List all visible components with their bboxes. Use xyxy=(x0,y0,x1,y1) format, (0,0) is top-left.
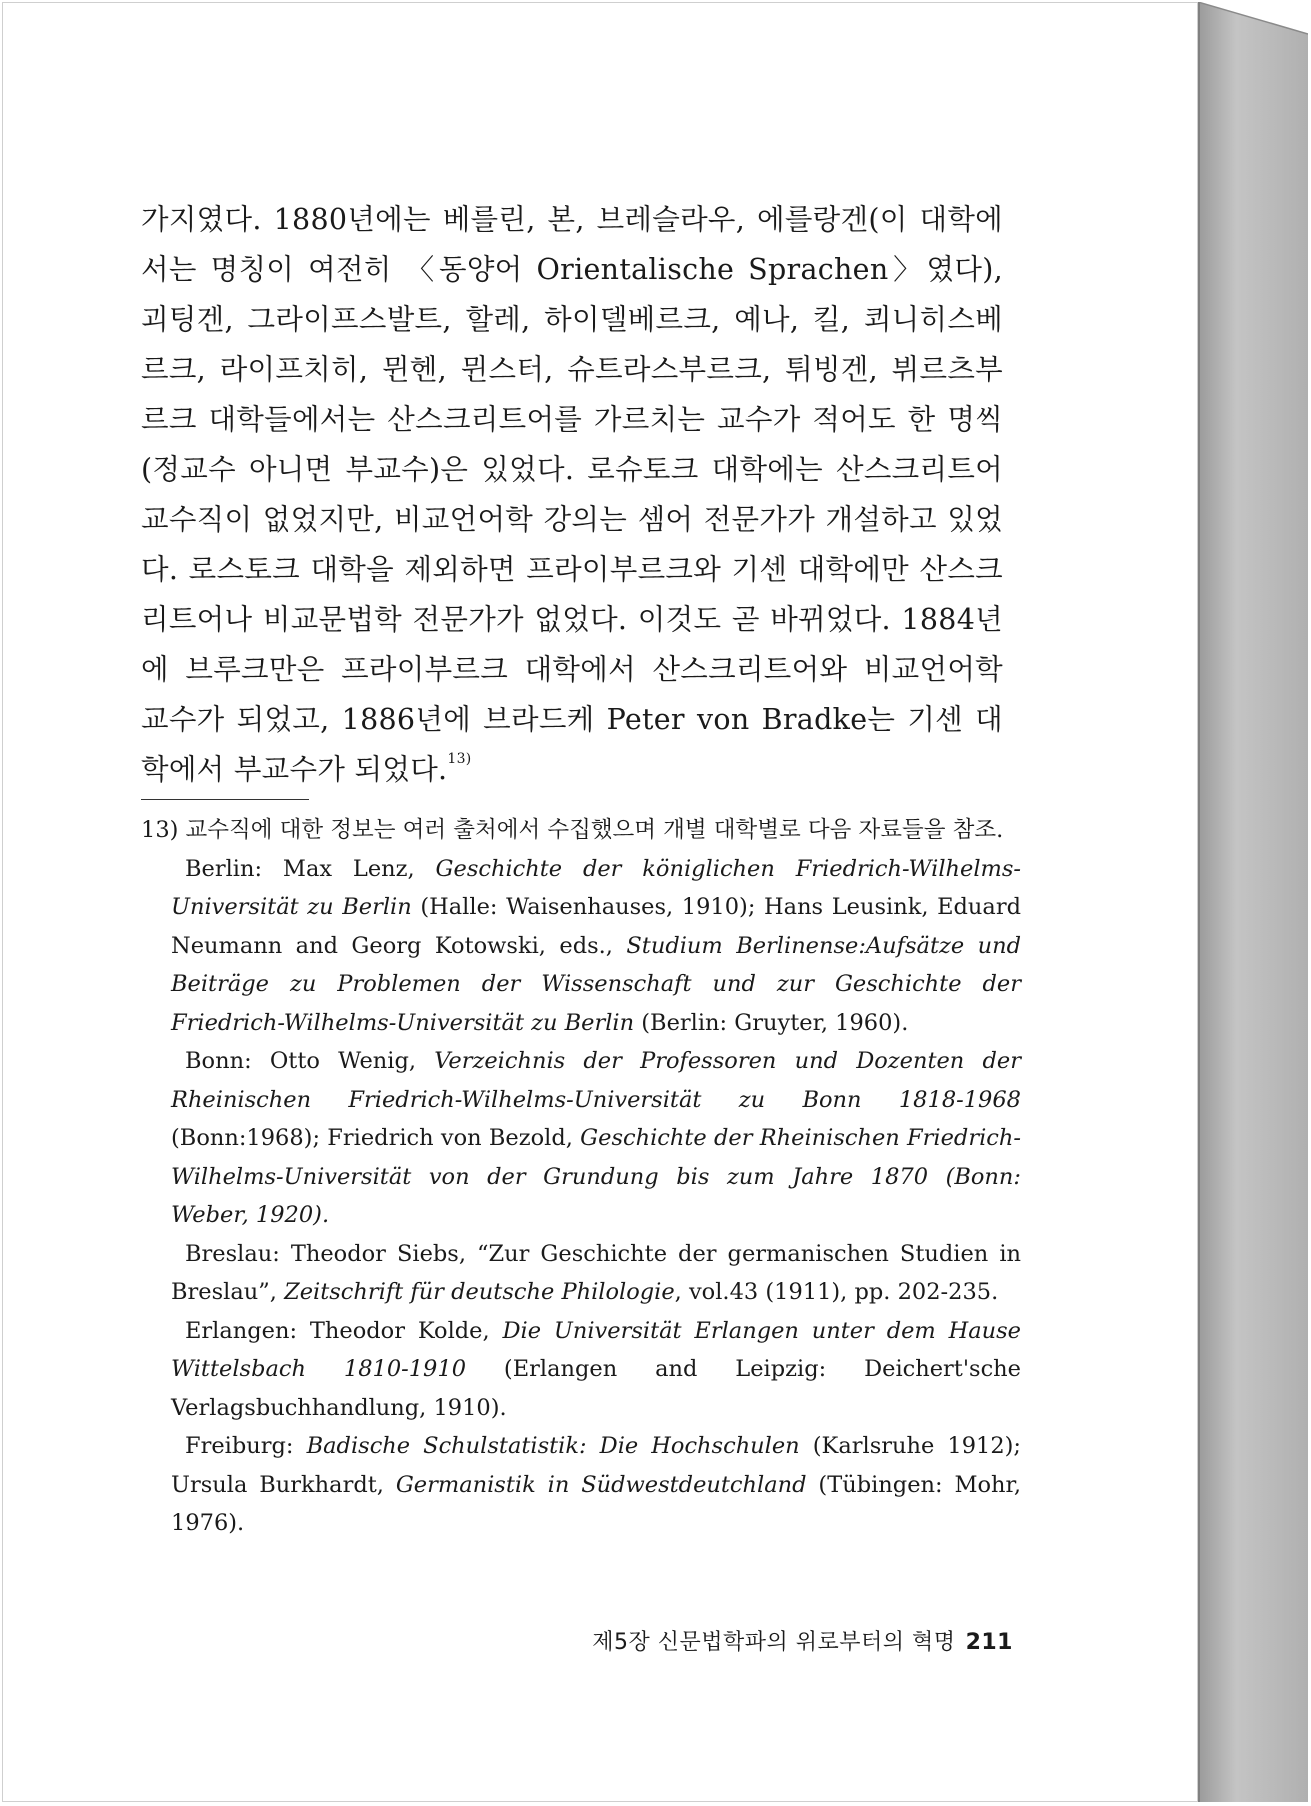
footnote-reference: 13) xyxy=(447,751,472,767)
chapter-title: 제5장 신문법학파의 위로부터의 혁명 xyxy=(592,1630,956,1655)
footnote-title-italic: Zeitschrift für deutsche Philologie xyxy=(284,1279,675,1305)
main-paragraph xyxy=(141,195,1003,795)
footnote-text: , vol.43 (1911), pp. 202-235. xyxy=(674,1279,999,1305)
footnote-entry xyxy=(141,1235,1021,1312)
page-number: 211 xyxy=(965,1630,1013,1655)
footnote-entry xyxy=(141,1427,1021,1543)
footnote-intro: 13) 교수직에 대한 정보는 여러 출처에서 수집했으며 개별 대학별로 다음 자료들을 참조. xyxy=(141,817,1004,843)
footnote-text: (Bonn:1968); Friedrich von Bezold, xyxy=(171,1125,581,1151)
footnote-entry xyxy=(141,1042,1021,1235)
footnote-text: Bonn: Otto Wenig, xyxy=(185,1048,435,1074)
footnote-text: Berlin: Max Lenz, xyxy=(185,855,436,882)
footnote-entry xyxy=(141,1312,1021,1428)
footnote-text: Freiburg: xyxy=(185,1433,307,1459)
footnote-title-italic: Geschichte der Rheinischen Friedrich-Wilhelms-Universität von der Grundung bis zum Jahre 1870 (Bonn: Weber, 1920). xyxy=(171,1125,1021,1228)
footnote-entries xyxy=(141,850,1021,1543)
footnote-text: (Tübingen: Mohr, 1976). xyxy=(171,1471,1021,1536)
footnote-entry xyxy=(141,850,1021,1043)
footnote-text: Breslau: Theodor Siebs, “Zur Geschichte der germanischen Studien in Breslau”, xyxy=(171,1240,1021,1305)
footnote-title-italic: Studium Berlinense:Aufsätze und Beiträge zu Problemen der Wissenschaft und zur Geschichte der Friedrich-Wilhelms-Universität zu Berlin xyxy=(171,932,1021,1036)
footnote-divider xyxy=(141,799,309,800)
footnote-text: (Erlangen and Leipzig: Deichert'sche Verlagsbuchhandlung, 1910). xyxy=(171,1356,1021,1421)
footnote-title-italic: Geschichte der königlichen Friedrich-Wilhelms-Universität zu Berlin xyxy=(171,855,1022,920)
footnote-title-italic: Die Universität Erlangen unter dem Hause Wittelsbach 1810-1910 xyxy=(171,1317,1021,1382)
body-text xyxy=(141,195,1003,795)
footnote-text: Erlangen: Theodor Kolde, xyxy=(185,1317,503,1344)
book-page xyxy=(2,2,1198,1802)
footnote-text: (Berlin: Gruyter, 1960). xyxy=(634,1009,909,1036)
footnote-text: (Halle: Waisenhauses, 1910); Hans Leusink, Eduard Neumann and Georg Kotowski, eds., xyxy=(171,894,1021,959)
footnote-title-italic: Verzeichnis der Professoren und Dozenten der Rheinischen Friedrich-Wilhelms-Universität zu Bonn 1818-1968 xyxy=(171,1048,1021,1113)
footnote-title-italic: Badische Schulstatistik: Die Hochschulen xyxy=(306,1433,800,1459)
footnotes xyxy=(141,811,1021,1543)
footnote-text: (Karlsruhe 1912); Ursula Burkhardt, xyxy=(171,1433,1021,1498)
footnote-title-italic: Germanistik in Südwestdeutchland xyxy=(395,1471,807,1498)
book-spine xyxy=(1198,2,1308,1802)
main-paragraph-text: 가지였다. 1880년에는 베를린, 본, 브레슬라우, 에를랑겐(이 대학에서는 명칭이 여전히 〈동양어 Orientalische Sprachen〉였다), 괴팅겐, 그라이프스발트, 할레, 하이델베르크, 예나, 킬, 쾨니히스베르크, 라이프치히, 뮌헨, 뮌스터, 슈트라스부르크, 튀빙겐, 뷔르츠부르크 대학들에서는 산스크리트어를 가르치는 교수가 적어도 한 명씩(정교수 아니면 부교수)은 있었다. 로슈토크 대학에는 산스크리트어 교수직이 없었지만, 비교언어학 강의는 셈어 전문가가 개설하고 있었다. 로스토크 대학을 제외하면 프라이부르크와 기센 대학에만 산스크리트어나 비교문법학 전문가가 없었다. 이것도 곧 바뀌었다. 1884년에 브루크만은 프라이부르크 대학에서 산스크리트어와 비교언어학 교수가 되었고, 1886년에 브라드케 Peter von Bradke는 기센 대학에서 부교수가 되었다. xyxy=(141,203,1003,786)
running-footer xyxy=(563,1625,1013,1656)
